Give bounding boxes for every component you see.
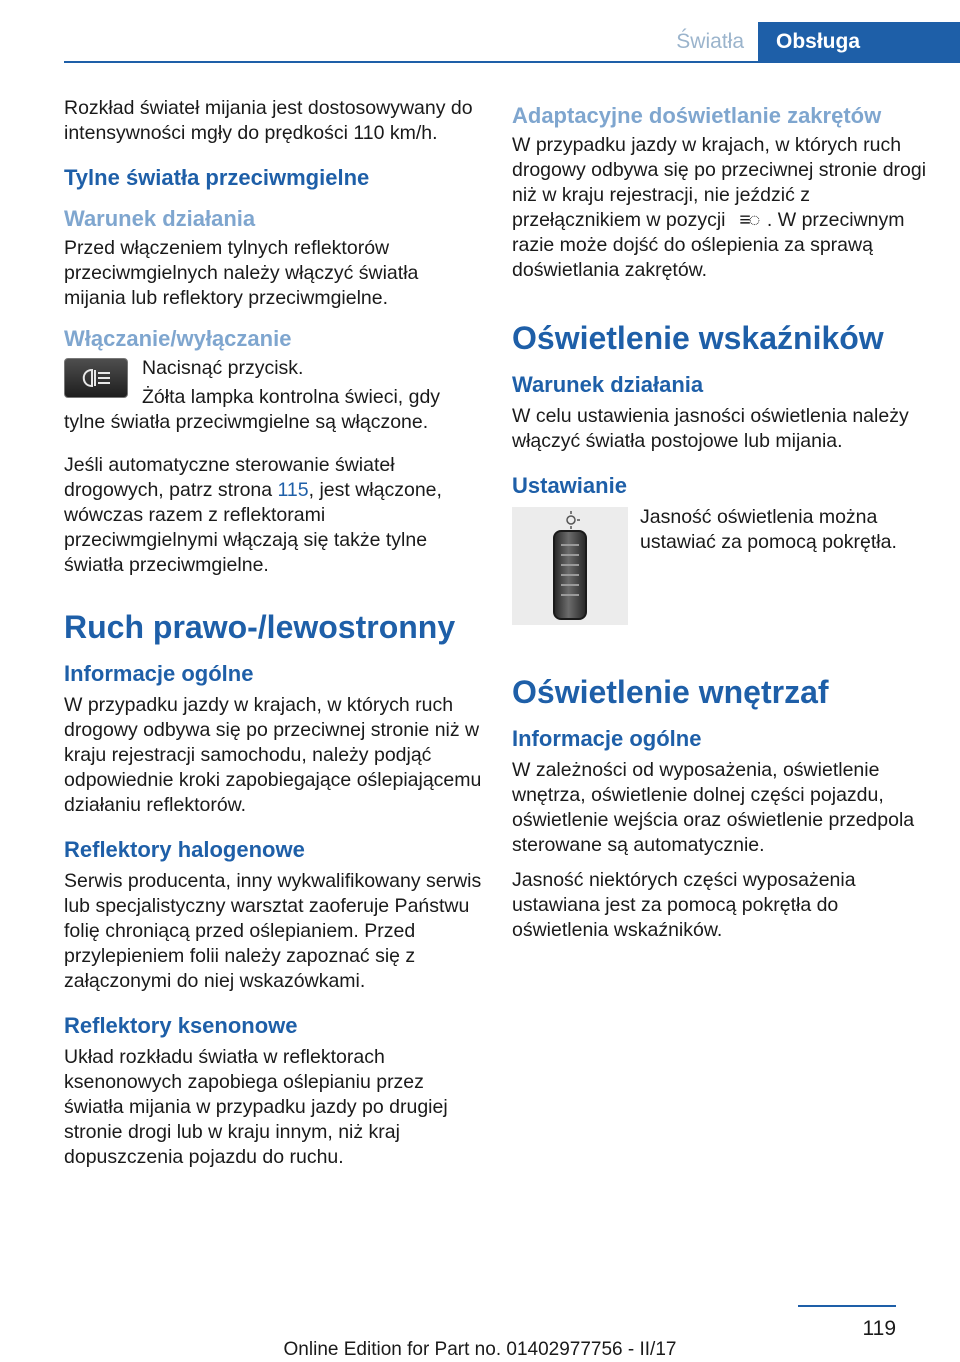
heading-general: Informacje ogólne — [64, 661, 254, 686]
heading-general-2: Informacje ogólne — [512, 726, 702, 751]
headlight-auto-icon: ≡◌ — [739, 209, 759, 231]
general-text: W przypadku jazdy w krajach, w których ruch drogowy odbywa się po przeciwnej stronie niż w kraju rejestracji samochodu, należy podjąć odpowiednie kroki zapobiegające oślepiającemu działaniu reflektorów. — [64, 694, 482, 816]
heading-condition-2: Warunek działania — [512, 372, 704, 397]
auto-text-b: , jest włączone, wówczas razem z reflektorami przeciwmgielnymi włączają się także tylne światła przeciwmgielne. — [64, 479, 442, 576]
halogen-text: Serwis producenta, inny wykwalifikowany serwis lub specjalistyczny warsztat zaoferuje Państwu folię chroniącą przed oślepianiem. Przed przylepieniem folii należy zapoznać się z załączonymi do niej wskazówkami. — [64, 870, 482, 992]
auto-text-a: Jeśli automatyczne sterowanie świateł drogowych, patrz strona — [64, 454, 395, 501]
dial-ridge — [561, 594, 579, 596]
heading-halogen: Reflektory halogenowe — [64, 837, 305, 862]
page-link-115[interactable]: 115 — [277, 479, 309, 501]
tab-section: Światła — [676, 30, 744, 53]
heading-rear-fog: Tylne światła przeciwmgielne — [64, 165, 370, 190]
rear-fog-light-icon — [79, 367, 113, 389]
heading-onoff: Włączanie/wyłączanie — [64, 326, 292, 351]
intro-text: Rozkład świateł mijania jest dostosowywany do intensywności mgły do prędkości 110 km/h. — [64, 97, 473, 144]
lamp-text: Żółta lampka kontrolna świeci, gdy tylne światła przeciwmgielne są włączone. — [64, 386, 441, 433]
condition-text-2: W celu ustawienia jasności oświetlenia należy włączyć światła postojowe lub mijania. — [512, 405, 909, 452]
general-text-2: W zależności od wyposażenia, oświetlenie wnętrza, oświetlenie dolnej części pojazdu, oświetlenie wejścia oraz oświetlenie przedpola sterowane są automatycznie. — [512, 759, 915, 856]
left-column — [64, 96, 484, 1180]
press-text: Nacisnąć przycisk. — [142, 357, 304, 379]
edition-footer: Online Edition for Part no. 01402977756 - II/17 — [283, 1339, 677, 1360]
dial-ridge — [561, 574, 579, 576]
heading-instrument-lighting: Oświetlenie wskaźników — [512, 320, 884, 356]
dial-ridge — [561, 544, 579, 546]
setting-text: Jasność oświetlenia można ustawiać za pomocą pokrętła. — [640, 506, 897, 553]
dial-ridge — [561, 584, 579, 586]
brightness-text: Jasność niektórych części wyposażenia ustawiana jest za pomocą pokrętła do oświetlenia wskaźników. — [512, 869, 856, 941]
footer-rule — [798, 1305, 896, 1307]
header-rule — [64, 61, 960, 63]
right-column — [512, 96, 932, 953]
header-tabs — [660, 22, 960, 62]
dial-figure — [512, 507, 628, 625]
heading-adaptive: Adaptacyjne doświetlanie zakrętów — [512, 103, 882, 128]
heading-setting: Ustawianie — [512, 473, 627, 498]
heading-xenon: Reflektory ksenonowe — [64, 1013, 298, 1038]
dial-wheel — [553, 530, 587, 620]
condition-text: Przed włączeniem tylnych reflektorów przeciwmgielnych należy włączyć światła mijania lub reflektory przeciwmgielne. — [64, 237, 419, 309]
heading-condition: Warunek działania — [64, 206, 256, 231]
dial-ridge — [561, 554, 579, 556]
brightness-dial-icon — [562, 511, 580, 529]
dial-ridge — [561, 564, 579, 566]
page-number: 119 — [862, 1317, 896, 1340]
heading-traffic: Ruch prawo-/lewostronny — [64, 609, 456, 645]
tab-chapter: Obsługa — [758, 22, 960, 62]
adaptive-text-a: W przypadku jazdy w krajach, w których ruch drogowy odbywa się po przeciwnej stronie drogi niż w kraju rejestracji, nie jeździć z przełącznikiem w pozycji — [512, 134, 927, 231]
xenon-text: Układ rozkładu światła w reflektorach ksenonowych zapobiega oślepianiu przez światła mijania w przypadku jazdy po drugiej stronie drogi lub w kraju innym, niż kraj dopuszczenia pojazdu do ruchu. — [64, 1046, 448, 1168]
heading-interior: Oświetlenie wnętrzaf — [512, 674, 829, 710]
adaptive-text-b: . W przeciwnym razie może dojść do oślepienia za sprawą doświetlania zakrętów. — [512, 209, 905, 281]
auto-text — [64, 453, 484, 578]
fog-button-figure — [64, 358, 128, 398]
adaptive-text — [512, 133, 932, 283]
